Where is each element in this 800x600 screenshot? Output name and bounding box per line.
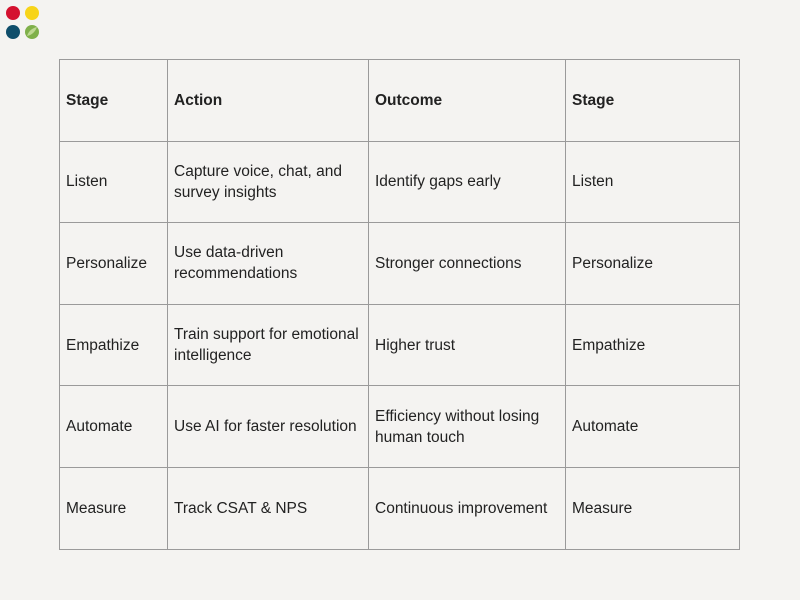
cell-stage: Personalize bbox=[60, 223, 168, 305]
table-header-row bbox=[60, 60, 740, 142]
cell-stage: Empathize bbox=[60, 304, 168, 386]
table-row bbox=[60, 386, 740, 468]
cell-stage-repeat: Personalize bbox=[566, 223, 740, 305]
table-row bbox=[60, 223, 740, 305]
header-outcome: Outcome bbox=[369, 60, 566, 142]
cell-action: Use AI for faster resolution bbox=[168, 386, 369, 468]
cell-stage-repeat: Automate bbox=[566, 386, 740, 468]
stage-table bbox=[59, 59, 740, 550]
cell-stage-repeat: Measure bbox=[566, 467, 740, 549]
cell-outcome: Higher trust bbox=[369, 304, 566, 386]
cell-stage-repeat: Listen bbox=[566, 141, 740, 223]
logo-dot-yellow bbox=[25, 6, 39, 20]
cell-outcome: Identify gaps early bbox=[369, 141, 566, 223]
table-row bbox=[60, 141, 740, 223]
cell-outcome: Efficiency without losing human touch bbox=[369, 386, 566, 468]
header-action: Action bbox=[168, 60, 369, 142]
header-stage-repeat: Stage bbox=[566, 60, 740, 142]
brand-logo bbox=[5, 5, 41, 41]
logo-dot-teal bbox=[6, 25, 20, 39]
header-stage: Stage bbox=[60, 60, 168, 142]
cell-stage: Measure bbox=[60, 467, 168, 549]
cell-action: Track CSAT & NPS bbox=[168, 467, 369, 549]
stage-table-container bbox=[59, 59, 739, 549]
cell-stage: Automate bbox=[60, 386, 168, 468]
cell-outcome: Continuous improvement bbox=[369, 467, 566, 549]
cell-stage-repeat: Empathize bbox=[566, 304, 740, 386]
table-row bbox=[60, 467, 740, 549]
cell-outcome: Stronger connections bbox=[369, 223, 566, 305]
logo-dot-red bbox=[6, 6, 20, 20]
cell-action: Capture voice, chat, and survey insights bbox=[168, 141, 369, 223]
cell-action: Use data-driven recommendations bbox=[168, 223, 369, 305]
table-row bbox=[60, 304, 740, 386]
cell-stage: Listen bbox=[60, 141, 168, 223]
cell-action: Train support for emotional intelligence bbox=[168, 304, 369, 386]
